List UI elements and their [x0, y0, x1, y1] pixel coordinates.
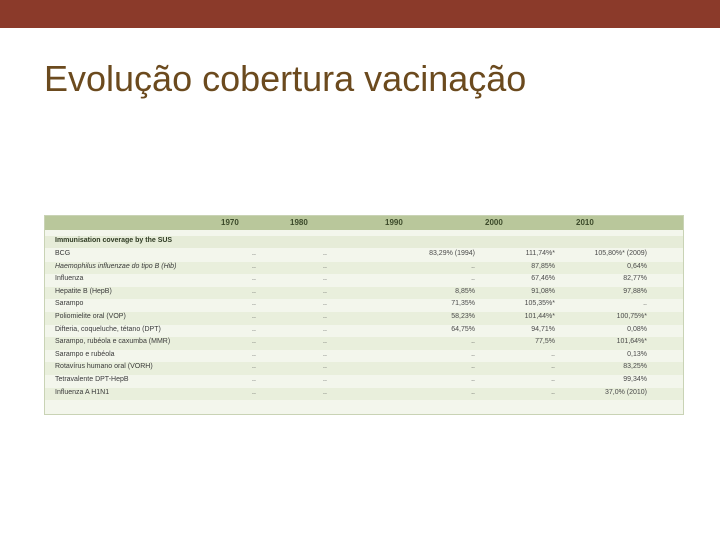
cell-1980: .. [323, 313, 327, 320]
table-row [45, 337, 683, 350]
cell-2000: .. [551, 388, 555, 396]
table-row [45, 362, 683, 375]
cell-1980: .. [323, 287, 327, 295]
slide-title: Evolução cobertura vacinação [44, 58, 527, 99]
cell-2000: 101,44%* [524, 313, 555, 320]
cell-2010: 97,88% [623, 287, 647, 295]
vaccination-coverage-table [44, 215, 684, 415]
row-vaccine-name: Sarampo [55, 300, 84, 308]
cell-1970: .. [252, 250, 256, 257]
cell-2000: .. [551, 376, 555, 383]
cell-1980: .. [323, 363, 327, 371]
cell-2010: 37,0% (2010) [604, 388, 647, 396]
cell-1990: 83,29% (1994) [429, 250, 475, 257]
table-row [45, 299, 683, 312]
cell-1970: .. [252, 313, 256, 320]
cell-2010: 82,77% [623, 275, 647, 283]
year-header-1970: 1970 [221, 218, 239, 227]
table-section-row [45, 236, 683, 248]
cell-1970: .. [252, 376, 256, 383]
row-vaccine-name: Influenza A H1N1 [55, 388, 110, 396]
cell-1980: .. [323, 350, 327, 358]
cell-1970: .. [252, 262, 256, 270]
year-header-2010: 2010 [576, 218, 594, 227]
table-row [45, 287, 683, 300]
cell-1990: .. [471, 388, 475, 396]
cell-1980: .. [323, 325, 327, 333]
cell-2000: 91,08% [531, 287, 555, 295]
table-row [45, 312, 683, 325]
year-header-2000: 2000 [485, 218, 503, 227]
table-row [45, 325, 683, 338]
year-header-1980: 1980 [290, 218, 308, 227]
cell-1970: .. [252, 388, 256, 396]
table-row [45, 262, 683, 275]
cell-2010: 101,64%* [616, 338, 647, 346]
row-vaccine-name: Tetravalente DPT-HepB [55, 376, 129, 383]
cell-1970: .. [252, 300, 256, 308]
cell-2000: .. [551, 350, 555, 358]
row-vaccine-name: Rotavírus humano oral (VORH) [55, 363, 153, 371]
cell-2010: .. [643, 300, 647, 308]
cell-1990: .. [471, 376, 475, 383]
cell-1980: .. [323, 376, 327, 383]
table-row [45, 375, 683, 388]
row-vaccine-name: Influenza [55, 275, 84, 283]
cell-2010: 105,80%* (2009) [594, 250, 647, 257]
year-header-1990: 1990 [385, 218, 403, 227]
cell-2000: 67,46% [531, 275, 555, 283]
row-vaccine-name: Difteria, coqueluche, tétano (DPT) [55, 325, 161, 333]
row-vaccine-name: Haemophilus influenzae do tipo B (Hib) [55, 262, 177, 270]
cell-1970: .. [252, 325, 256, 333]
cell-1970: .. [252, 338, 256, 346]
cell-1970: .. [252, 363, 256, 371]
cell-1990: 8,85% [455, 287, 475, 295]
row-vaccine-name: Sarampo, rubéola e caxumba (MMR) [55, 338, 171, 346]
table-header-row [45, 216, 683, 230]
cell-1980: .. [323, 338, 327, 346]
cell-2010: 0,08% [627, 325, 647, 333]
row-vaccine-name: Poliomielite oral (VOP) [55, 313, 126, 320]
cell-1980: .. [323, 300, 327, 308]
cell-1990: 64,75% [451, 325, 475, 333]
cell-2000: 77,5% [535, 338, 555, 346]
table-row [45, 274, 683, 287]
table-row [45, 350, 683, 363]
cell-2000: 111,74%* [525, 250, 555, 257]
section-label: Immunisation coverage by the SUS [55, 237, 173, 244]
cell-1990: .. [471, 350, 475, 358]
cell-1980: .. [323, 388, 327, 396]
cell-1990: .. [471, 338, 475, 346]
cell-2000: 105,35%* [524, 300, 555, 308]
cell-1980: .. [323, 262, 327, 270]
cell-2010: 99,34% [623, 376, 647, 383]
cell-1990: .. [471, 275, 475, 283]
cell-2010: 100,75%* [616, 313, 647, 320]
cell-1980: .. [323, 250, 327, 257]
cell-1980: .. [323, 275, 327, 283]
cell-1970: .. [252, 275, 256, 283]
cell-2010: 83,25% [623, 363, 647, 371]
table-row [45, 249, 683, 262]
cell-2000: 94,71% [531, 325, 555, 333]
cell-1990: 58,23% [451, 313, 475, 320]
row-vaccine-name: Sarampo e rubéola [55, 350, 115, 358]
cell-2010: 0,13% [627, 350, 647, 358]
cell-1990: .. [471, 363, 475, 371]
top-accent-bar [0, 0, 720, 28]
cell-1990: 71,35% [451, 300, 475, 308]
table-row [45, 388, 683, 401]
row-vaccine-name: BCG [55, 250, 71, 257]
cell-1990: .. [471, 262, 475, 270]
cell-2000: 87,85% [531, 262, 555, 270]
cell-1970: .. [252, 350, 256, 358]
cell-2010: 0,64% [627, 262, 647, 270]
cell-2000: .. [551, 363, 555, 371]
row-vaccine-name: Hepatite B (HepB) [55, 287, 112, 295]
cell-1970: .. [252, 287, 256, 295]
